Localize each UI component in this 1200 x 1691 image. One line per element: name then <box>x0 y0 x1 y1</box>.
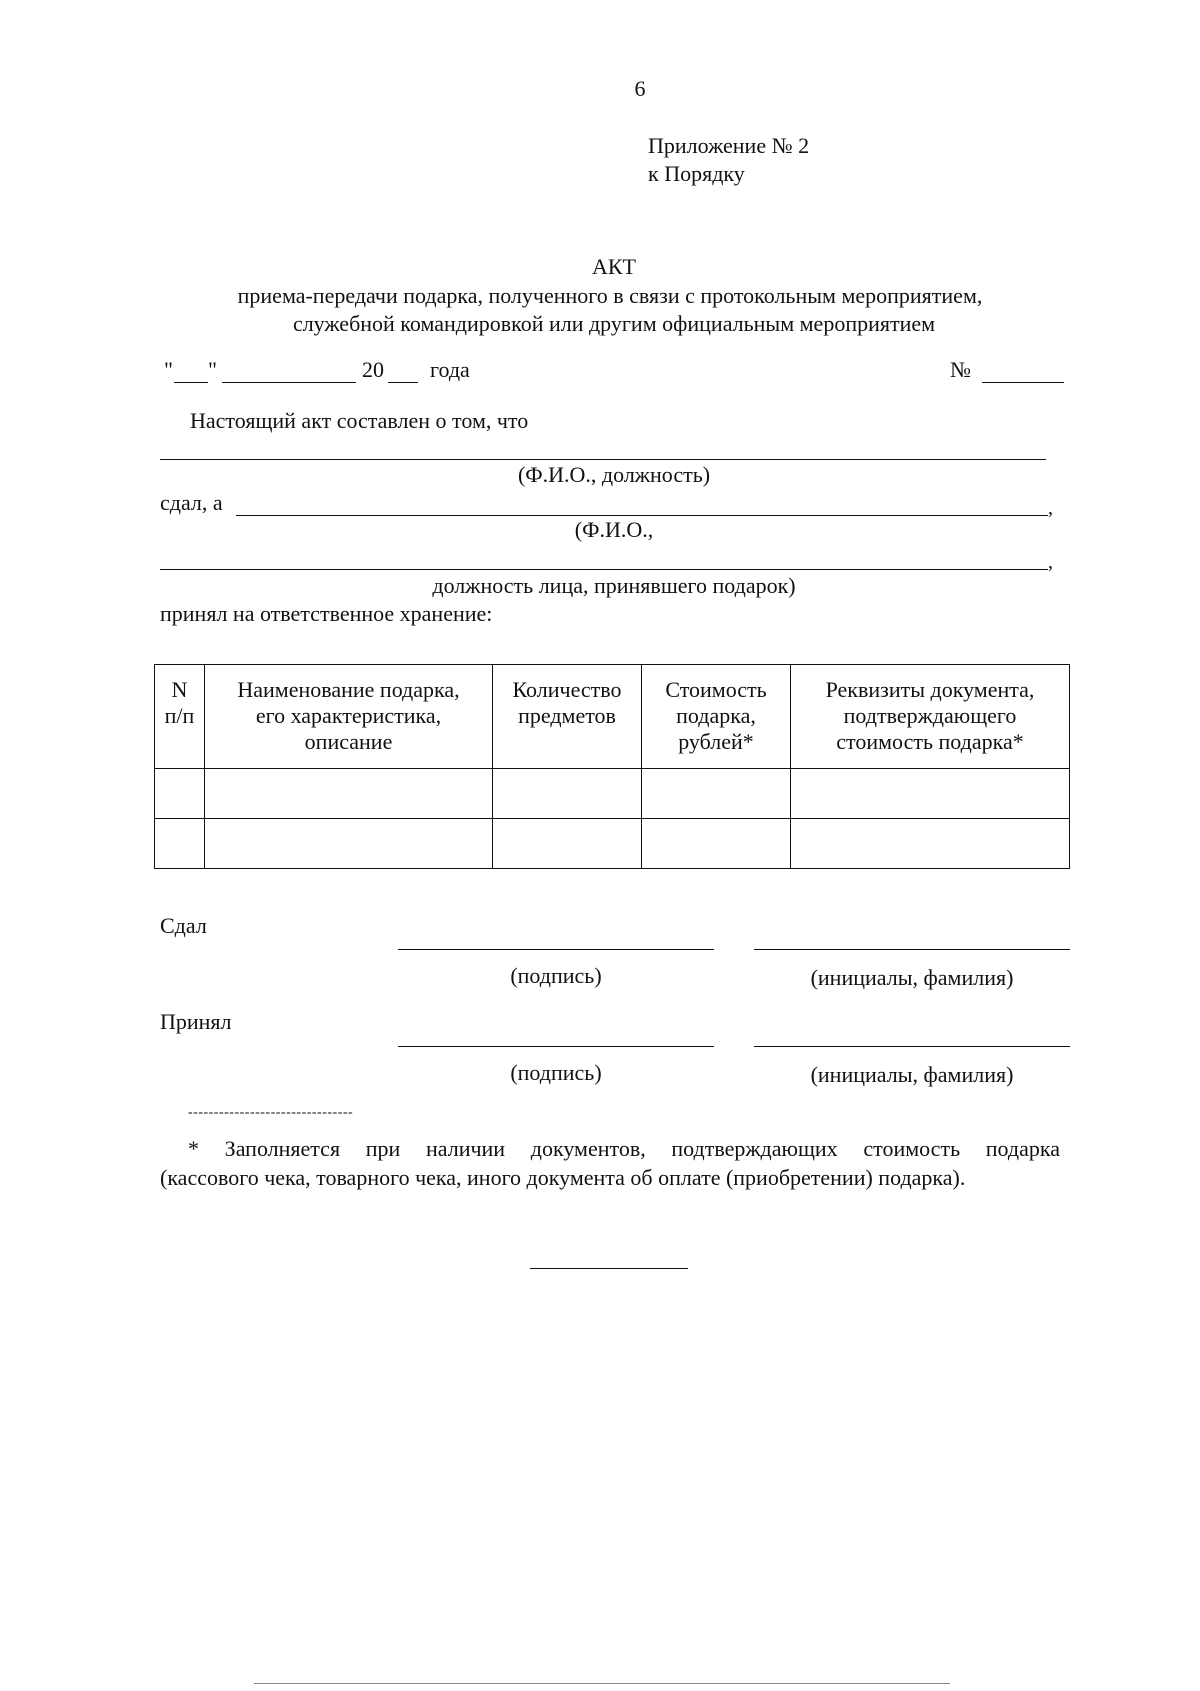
handed-signature-caption: (подпись) <box>510 963 602 988</box>
document-title: АКТ <box>592 254 636 279</box>
receiver-line-comma: , <box>1048 497 1053 519</box>
fio-position-caption: (Ф.И.О., должность) <box>517 462 711 487</box>
table-cell[interactable] <box>205 819 493 869</box>
bottom-edge-line <box>254 1683 950 1684</box>
table-cell[interactable] <box>791 769 1070 819</box>
year-suffix: года <box>430 357 470 382</box>
accepted-signature-line <box>398 1046 714 1047</box>
receiver-position-line <box>160 569 1048 570</box>
intro-text: Настоящий акт составлен о том, что <box>190 408 529 433</box>
table-cell[interactable] <box>642 819 791 869</box>
act-number-blank-line <box>982 382 1064 383</box>
handed-initials-line <box>754 949 1070 950</box>
receiver-caption: должность лица, принявшего подарок) <box>432 573 796 598</box>
handed-signature-line <box>398 949 714 950</box>
document-subtitle-line-1: приема-передачи подарка, полученного в связи с протокольным мероприятием, <box>237 283 983 308</box>
handed-signature-label: Сдал <box>160 913 207 938</box>
page-number: 6 <box>634 76 646 101</box>
col-header-gift-name: Наименование подарка, его характеристика, описание <box>205 665 493 769</box>
table-cell[interactable] <box>205 769 493 819</box>
accepted-initials-line <box>754 1046 1070 1047</box>
end-of-document-rule <box>530 1268 688 1269</box>
day-blank-line <box>174 382 208 383</box>
table-row <box>155 819 1070 869</box>
table-cell[interactable] <box>493 819 642 869</box>
table-cell[interactable] <box>791 819 1070 869</box>
document-subtitle-line-2: служебной командировкой или другим официальным мероприятием <box>292 311 936 336</box>
table-row <box>155 769 1070 819</box>
accepted-signature-label: Принял <box>160 1009 232 1034</box>
footnote-separator: -------------------------------- <box>188 1105 354 1120</box>
date-quote-close: " <box>208 357 217 382</box>
table-cell[interactable] <box>493 769 642 819</box>
footnote-line-1: * Заполняется при наличии документов, подтверждающих стоимость подарка <box>188 1136 1060 1161</box>
accepted-initials-caption: (инициалы, фамилия) <box>810 1062 1014 1087</box>
receiver-position-comma: , <box>1048 551 1053 573</box>
table-cell[interactable] <box>642 769 791 819</box>
gift-table <box>154 664 1070 869</box>
month-blank-line <box>222 382 356 383</box>
col-header-quantity: Количество предметов <box>493 665 642 769</box>
number-sign: № <box>950 357 971 382</box>
accepted-label: принял на ответственное хранение: <box>160 601 493 626</box>
col-header-number: N п/п <box>155 665 205 769</box>
appendix-line-2: к Порядку <box>648 161 745 186</box>
fio-caption: (Ф.И.О., <box>574 517 654 542</box>
handed-initials-caption: (инициалы, фамилия) <box>810 965 1014 990</box>
year-prefix: 20 <box>362 357 384 382</box>
handed-over-label: сдал, а <box>160 490 223 515</box>
col-header-document-details: Реквизиты документа, подтверждающего стоимость подарка* <box>791 665 1070 769</box>
accepted-signature-caption: (подпись) <box>510 1060 602 1085</box>
table-header-row <box>155 665 1070 769</box>
year-blank-line <box>388 382 418 383</box>
col-header-cost: Стоимость подарка, рублей* <box>642 665 791 769</box>
receiver-fio-line <box>236 515 1048 516</box>
footnote-line-2: (кассового чека, товарного чека, иного документа об оплате (приобретении) подарка). <box>160 1165 966 1190</box>
table-cell[interactable] <box>155 769 205 819</box>
appendix-line-1: Приложение № 2 <box>648 133 810 158</box>
date-quote-open: " <box>164 357 173 382</box>
table-cell[interactable] <box>155 819 205 869</box>
giver-fio-line <box>160 459 1046 460</box>
